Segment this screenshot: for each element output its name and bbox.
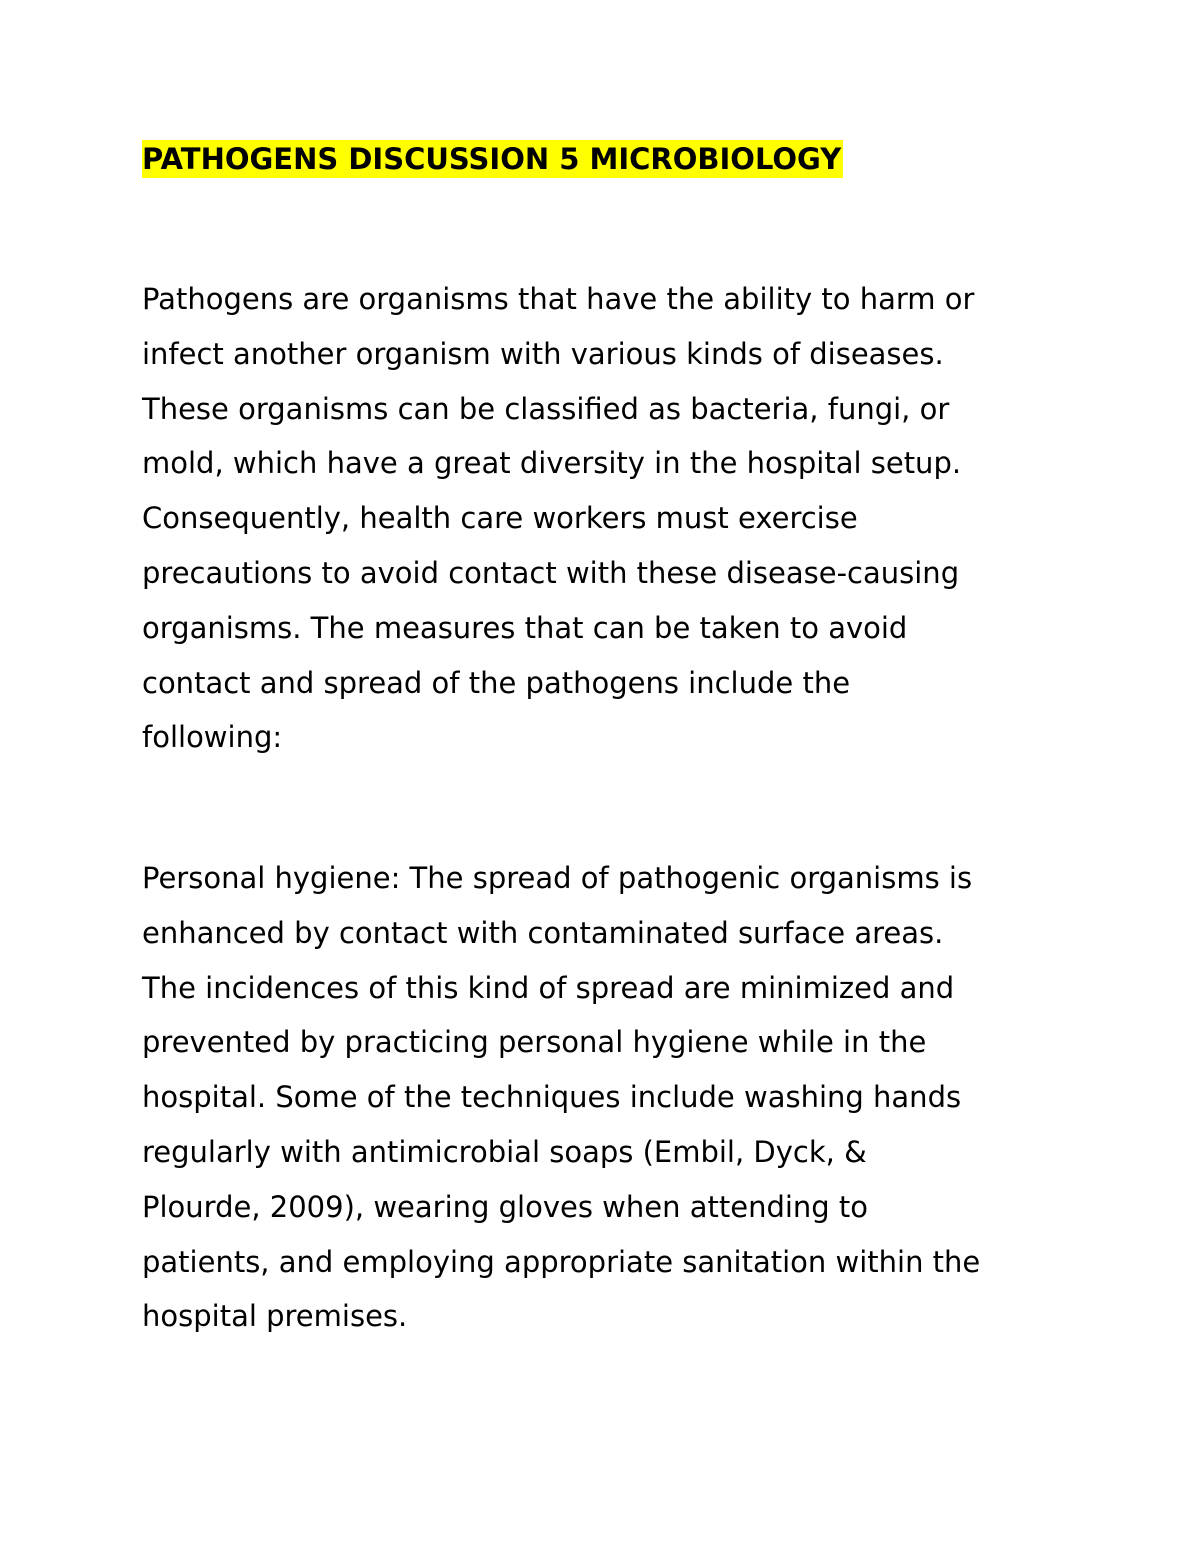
text-line: The incidences of this kind of spread are minimized and (142, 970, 955, 1005)
text-line: contact and spread of the pathogens include the (142, 665, 851, 700)
paragraph-personal-hygiene (142, 851, 1082, 1344)
text-line: following: (142, 720, 283, 755)
text-line: Consequently, health care workers must exercise (142, 501, 858, 536)
text-line: patients, and employing appropriate sanitation within the (142, 1244, 981, 1279)
text-line: mold, which have a great diversity in the hospital setup. (142, 446, 962, 481)
text-line: hospital premises. (142, 1299, 408, 1334)
text-line: organisms. The measures that can be taken to avoid (142, 610, 908, 645)
document-title: PATHOGENS DISCUSSION 5 MICROBIOLOGY (142, 142, 842, 176)
text-line: Personal hygiene: The spread of pathogenic organisms is (142, 861, 973, 895)
text-line: These organisms can be classified as bacteria, fungi, or (142, 391, 950, 426)
paragraph-intro (142, 272, 1082, 765)
text-line: Pathogens are organisms that have the ability to harm or (142, 282, 975, 316)
text-line: infect another organism with various kinds of diseases. (142, 336, 944, 371)
text-line: prevented by practicing personal hygiene while in the (142, 1025, 927, 1060)
text-line: Plourde, 2009), wearing gloves when attending to (142, 1189, 869, 1224)
text-line: hospital. Some of the techniques include washing hands (142, 1080, 962, 1115)
text-line: enhanced by contact with contaminated surface areas. (142, 915, 944, 950)
text-line: regularly with antimicrobial soaps (Embil, Dyck, & (142, 1134, 867, 1169)
text-line: precautions to avoid contact with these disease-causing (142, 555, 960, 590)
